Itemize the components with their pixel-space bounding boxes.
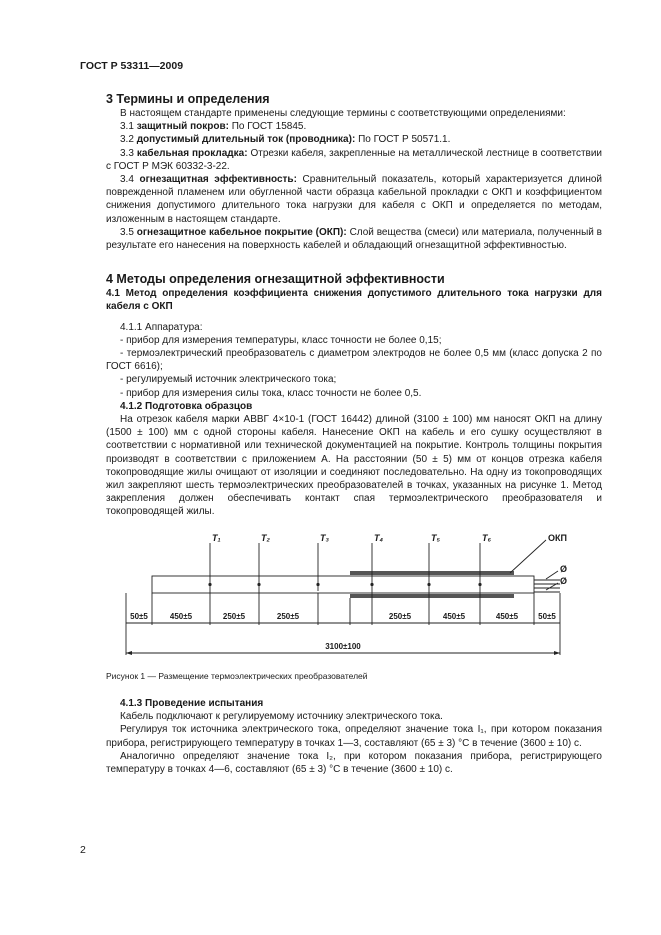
dim-250-2: 250±5 — [276, 611, 300, 621]
term-name: кабельная прокладка: — [136, 147, 248, 159]
page-content — [106, 92, 602, 776]
term-3-5 — [106, 226, 602, 252]
figure-caption: Рисунок 1 — Размещение термоэлектрических преобразователей — [106, 670, 368, 681]
coating-top — [350, 571, 514, 575]
apparatus-item-1: - прибор для измерения температуры, класс точности не более 0,15; — [120, 334, 442, 346]
subsection-4-1-title: 4.1 Метод определения коэффициента снижения допустимого длительного тока нагрузки для кабеля с ОКП — [106, 288, 602, 313]
term-3-1 — [106, 120, 602, 133]
tc-point-1 — [208, 583, 211, 586]
term-number: 3.1 — [120, 121, 134, 133]
arrow-total-right — [554, 651, 560, 655]
paragraph-4-1-3-a: Кабель подключают к регулируемому источнику электрического тока. — [120, 711, 443, 723]
tc-point-3 — [316, 583, 319, 586]
tc-point-5 — [427, 583, 430, 586]
label-t2: T₂ — [261, 532, 270, 543]
apparatus-item-4: - прибор для измерения силы тока, класс точности не более 0,5. — [120, 387, 422, 399]
term-number: 3.5 — [120, 226, 134, 238]
term-name: допустимый длительный ток (проводника): — [136, 134, 356, 146]
term-name: огнезащитная эффективность: — [139, 174, 297, 186]
term-number: 3.4 — [120, 174, 134, 186]
subsection-4-1-3-title: 4.1.3 Проведение испытания — [120, 697, 264, 709]
figure-1 — [106, 533, 602, 670]
term-number: 3.2 — [120, 134, 134, 146]
term-number: 3.3 — [120, 147, 134, 159]
label-phi-2: Ø — [560, 575, 568, 586]
apparatus-item-2: - термоэлектрический преобразователь с диаметром электродов не более 0,5 мм (класс допуска 2 по ГОСТ 6616); — [106, 348, 602, 373]
label-t6: T₆ — [482, 532, 492, 543]
okp-leader — [510, 540, 546, 573]
term-3-3 — [106, 147, 602, 173]
label-t1: T₁ — [212, 532, 221, 543]
label-phi-1: Ø — [560, 563, 568, 574]
cable-diagram — [106, 533, 602, 670]
term-name: огнезащитное кабельное покрытие (ОКП): — [136, 226, 347, 238]
label-t3: T₃ — [320, 532, 329, 543]
term-definition: Отрезки кабеля, закрепленные на металлической лестнице в соответствии с ГОСТ Р МЭК 60332-3-22. — [106, 147, 603, 172]
section-3-intro: В настоящем стандарте применены следующие термины с соответствующими определениями: — [120, 108, 566, 119]
term-name: защитный покров: — [136, 121, 229, 133]
section-3-title: 3 Термины и определения — [106, 92, 270, 106]
paragraph-4-1-2: На отрезок кабеля марки АВВГ 4×10-1 (ГОСТ 16442) длиной (3100 ± 100) мм наносят ОКП на длину (1500 ± 100) мм с одной стороны кабеля. Нанесение ОКП на кабель и его сушку осуществляют в соответствии с нормативной или технической документацией на покрытие. Контроль толщины покрытия производят в соответствии с приложением А. На расстоянии (50 ± 5) мм от концов отрезка кабеля токопроводящие жилы очищают от изоляции и соединяют последовательно. На одну из токопроводящих жил закрепляют шесть термоэлектрических преобразователей в точках, указанных на рисунке 1. Метод закрепления должен обеспечивать контакт спая термоэлектрического преобразователя и токопроводящей жилы. — [106, 414, 602, 518]
label-t4: T₄ — [374, 532, 384, 543]
document-code: ГОСТ Р 53311—2009 — [80, 60, 184, 72]
dim-450-3: 450±5 — [495, 611, 519, 621]
dim-450-1: 450±5 — [169, 611, 193, 621]
dim-50-left: 50±5 — [130, 611, 148, 621]
term-definition: Сравнительный показатель, который характеризуется длиной поврежденной пламенем или обугленной части образца кабельной прокладки с ОКП и коэффициентом снижения допустимого длительного тока нагрузки для кабеля с ОКП и определяется по методам, изложенным в настоящем стандарте. — [106, 174, 603, 225]
page-number: 2 — [80, 844, 86, 856]
term-definition: Слой вещества (смеси) или материала, полученный в результате его нанесения на поверхность кабелей и обладающий огнезащитной эффективностью. — [106, 226, 602, 252]
section-4-title: 4 Методы определения огнезащитной эффективности — [106, 272, 445, 287]
term-3-2 — [106, 133, 602, 146]
apparatus-item-3: - регулируемый источник электрического тока; — [120, 374, 337, 386]
label-t5: T₅ — [431, 532, 441, 543]
term-3-4 — [106, 173, 602, 226]
paragraph-4-1-3-c: Аналогично определяют значение тока I₂, при котором показания прибора, регистрирующего температуру в точках 4—6, составляют (65 ± 3) °С в течение (3600 ± 10) с. — [106, 750, 602, 775]
arrow-total-left — [126, 651, 132, 655]
dim-total: 3100±100 — [325, 641, 361, 651]
dim-450-2: 450±5 — [442, 611, 466, 621]
dim-250-3: 250±5 — [388, 611, 412, 621]
paragraph-4-1-3-b: Регулируя ток источника электрического тока, определяют значение тока I₁, при котором показания прибора, регистрирующего температуру в точках 1—3, составляют (65 ± 3) °С в течение (3600 ± 10) с. — [106, 724, 602, 749]
term-definition: По ГОСТ 15845. — [231, 121, 307, 133]
subsection-4-1-2-title: 4.1.2 Подготовка образцов — [120, 400, 253, 412]
tc-point-2 — [257, 583, 260, 586]
term-definition: По ГОСТ Р 50571.1. — [358, 134, 451, 146]
tc-point-6 — [478, 583, 481, 586]
phi-leader-1 — [546, 571, 558, 579]
paragraph-4-1-1: 4.1.1 Аппаратура: — [120, 321, 203, 333]
dim-250-1: 250±5 — [222, 611, 246, 621]
tc-point-4 — [370, 583, 373, 586]
dim-50-right: 50±5 — [538, 611, 556, 621]
coating-bottom — [350, 594, 514, 598]
label-okp: ОКП — [548, 532, 567, 543]
